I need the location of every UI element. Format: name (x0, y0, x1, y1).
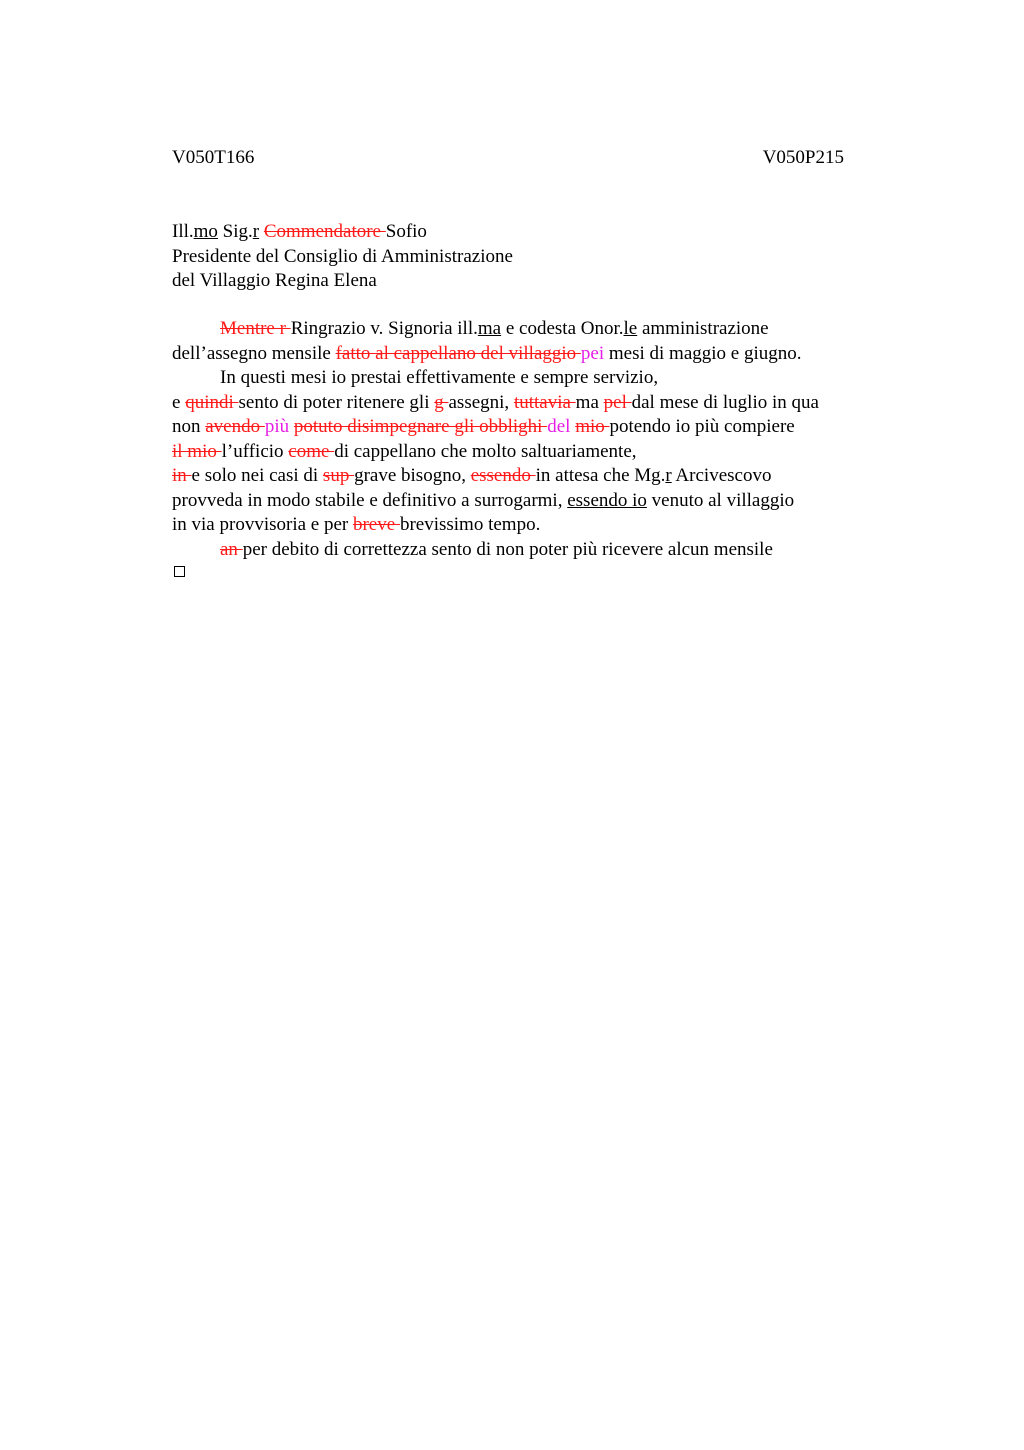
deleted-text: pel (603, 391, 632, 413)
text-segment: per debito di correttezza sento di non poter più ricevere alcun mensile (242, 538, 773, 560)
text-line (172, 269, 892, 294)
text-line (172, 317, 892, 342)
text-segment: e codesta Onor. (501, 318, 624, 339)
text-line (172, 464, 892, 489)
text-segment: e (172, 391, 186, 413)
text-line (172, 220, 892, 245)
text-line (172, 391, 892, 416)
deleted-text: Mentre r (220, 318, 291, 339)
text-line (172, 489, 892, 514)
deleted-text: sup (322, 465, 355, 486)
deleted-text: potuto disimpegnare gli obblighi (293, 416, 548, 437)
deleted-text: tuttavia (513, 391, 576, 413)
text-segment: assegni, (448, 391, 514, 413)
deleted-text: avendo (205, 416, 265, 437)
deleted-text: g (434, 391, 449, 413)
text-segment: provveda in modo stabile e definitivo a surrogarmi, (172, 489, 568, 511)
text-segment: grave bisogno, (354, 465, 471, 486)
text-segment: e solo nei casi di (191, 465, 323, 486)
inserted-text: pei (580, 342, 605, 364)
recipient-address (172, 220, 892, 294)
empty-square-icon (174, 566, 185, 577)
text-segment: Sig. (217, 221, 253, 242)
text-segment: Ringrazio v. Signoria ill. (290, 318, 478, 339)
underlined-text: essendo io (567, 489, 647, 511)
underlined-text: r (665, 465, 672, 486)
deleted-text: essendo (470, 465, 536, 486)
text-line (172, 538, 892, 563)
text-segment: del Villaggio Regina Elena (172, 270, 377, 291)
text-segment: mesi di maggio e giugno. (604, 342, 802, 364)
text-segment: in attesa che Mg. (535, 465, 666, 486)
text-segment: in via provvisoria e per (172, 514, 353, 535)
deleted-text: il mio (172, 440, 222, 462)
text-line (172, 440, 892, 465)
deleted-text: fatto al cappellano del villaggio (335, 342, 581, 364)
text-segment: Ill. (172, 221, 194, 242)
document-code-left: V050T166 (172, 147, 255, 168)
text-segment: dal mese di luglio in qua (631, 391, 819, 413)
text-line (172, 366, 892, 391)
underlined-text: r (252, 221, 260, 242)
text-segment: brevissimo tempo. (399, 514, 541, 535)
deleted-text: mio (575, 416, 610, 437)
text-segment: non (172, 416, 206, 437)
text-segment: Presidente del Consiglio di Amministrazione (172, 245, 513, 267)
text-line (172, 415, 892, 440)
text-segment: potendo io più compiere (609, 416, 795, 437)
text-line (172, 342, 892, 367)
text-segment: venuto al villaggio (646, 489, 795, 511)
text-segment: Sofio (385, 221, 427, 242)
text-segment: dell’assegno mensile (172, 342, 336, 364)
text-line (172, 245, 892, 270)
inserted-text: del (547, 416, 571, 437)
underlined-text: ma (477, 318, 502, 339)
text-line (172, 513, 892, 538)
text-segment: di cappellano che molto saltuariamente, (334, 440, 637, 462)
page-code-right: V050P215 (762, 147, 844, 168)
text-segment: sento di poter ritenere gli (238, 391, 435, 413)
inserted-text: più (264, 416, 290, 437)
text-segment: Arcivescovo (671, 465, 772, 486)
text-segment: ma (575, 391, 604, 413)
text-segment: l’ufficio (221, 440, 289, 462)
letter-body (172, 317, 892, 562)
deleted-text: breve (352, 514, 400, 535)
deleted-text: an (220, 538, 243, 560)
underlined-text: mo (193, 221, 218, 242)
underlined-text: le (623, 318, 638, 339)
text-segment: In questi mesi io prestai effettivamente e sempre servizio, (220, 367, 659, 388)
deleted-text: Commendatore (263, 221, 386, 242)
text-segment: amministrazione (637, 318, 769, 339)
deleted-text: in (172, 465, 192, 486)
deleted-text: come (288, 440, 335, 462)
deleted-text: quindi (185, 391, 239, 413)
